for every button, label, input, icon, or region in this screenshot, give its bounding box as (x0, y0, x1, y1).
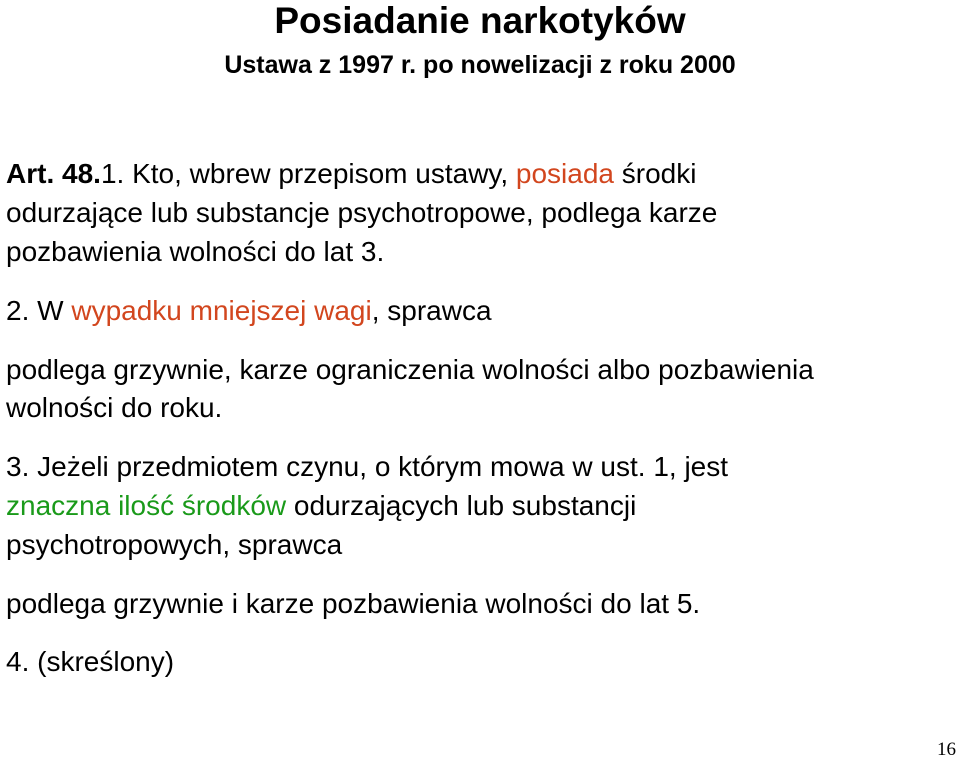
art3-highlight-znaczna-ilosc: znaczna ilość środków (6, 490, 287, 521)
art1-line-1 (6, 157, 696, 191)
art1-line-3: pozbawienia wolności do lat 3. (6, 236, 385, 267)
art3-line-4: podlega grzywnie i karze pozbawienia wolności do lat 5. (6, 588, 701, 619)
art4-line-1: 4. (skreślony) (6, 646, 175, 677)
art3-line-3: psychotropowych, sprawca (6, 529, 343, 560)
art2-line-2: podlega grzywnie, karze ograniczenia wolności albo pozbawienia (6, 354, 814, 385)
art1-text-b: środki (614, 158, 697, 189)
art3-line-2 (6, 489, 636, 523)
art2-line-1 (6, 294, 492, 328)
article-label: Art. 48. (6, 158, 101, 189)
art2-text-b: , sprawca (371, 295, 492, 326)
art1-line-2: odurzające lub substancje psychotropowe, podlega karze (6, 197, 718, 228)
art3-text-b: odurzających lub substancji (286, 490, 637, 521)
art1-text-a: 1. Kto, wbrew przepisom ustawy, (100, 158, 516, 189)
slide-subtitle: Ustawa z 1997 r. po nowelizacji z roku 2000 (224, 51, 736, 79)
page-number: 16 (937, 739, 956, 760)
art2-line-3: wolności do roku. (6, 392, 223, 423)
art2-text-a: 2. W (6, 295, 72, 326)
slide-title: Posiadanie narkotyków (274, 0, 686, 41)
art2-highlight-mniejszej-wagi: wypadku mniejszej wagi (71, 295, 372, 326)
art1-highlight-posiada: posiada (515, 158, 614, 189)
art3-line-1: 3. Jeżeli przedmiotem czynu, o którym mowa w ust. 1, jest (6, 451, 729, 482)
